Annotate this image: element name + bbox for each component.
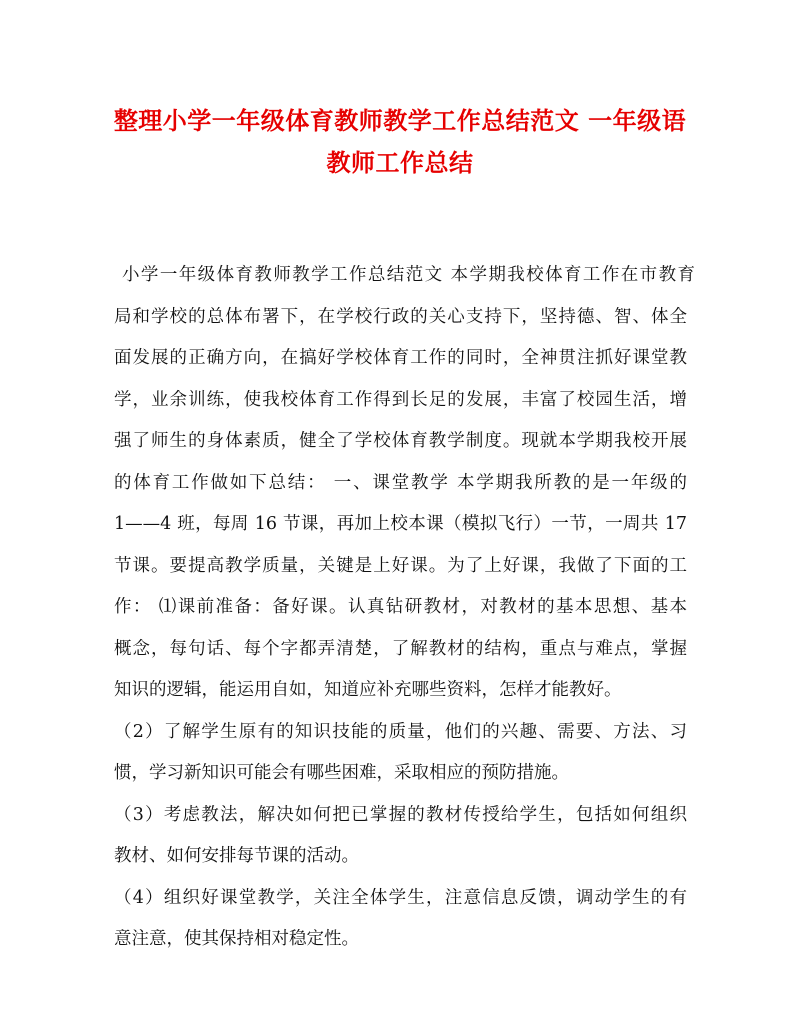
body-line: 学，业余训练，使我校体育工作得到长足的发展，丰富了校园生活，增 (114, 389, 687, 410)
body-line: （3）考虑教法，解决如何把已掌握的教材传授给学生，包括如何组织 (114, 804, 687, 825)
body-line: 知识的逻辑，能运用自如，知道应补充哪些资料，怎样才能教好。 (114, 680, 622, 700)
body-line: （4）组织好课堂教学，关注全体学生，注意信息反馈，调动学生的有 (114, 887, 687, 908)
body-line: 1——4 班，每周 16 节课，再加上校本课（模拟飞行）一节，一周共 17 (114, 514, 687, 534)
body-line: 局和学校的总体布署下，在学校行政的关心支持下，坚持德、智、体全 (114, 306, 687, 327)
body-line: （2）了解学生原有的知识技能的质量，他们的兴趣、需要、方法、习 (114, 721, 687, 742)
document-body (114, 255, 694, 961)
body-line: 概念，每句话、每个字都弄清楚，了解教材的结构，重点与难点，掌握 (114, 638, 687, 659)
body-line: 节课。要提高教学质量，关键是上好课。为了上好课，我做了下面的工 (114, 555, 687, 576)
body-line: 的体育工作做如下总结： 一、课堂教学 本学期我所教的是一年级的 (114, 472, 687, 493)
body-line: 面发展的正确方向，在搞好学校体育工作的同时，全神贯注抓好课堂教 (114, 348, 687, 368)
body-line: 小学一年级体育教师教学工作总结范文 本学期我校体育工作在市教育 (122, 265, 695, 285)
body-line: 教材、如何安排每节课的活动。 (114, 846, 359, 866)
document-title (100, 100, 700, 184)
body-line: 作： ⑴课前准备：备好课。认真钻研教材，对教材的基本思想、基本 (114, 597, 687, 617)
title-line-1: 整理小学一年级体育教师教学工作总结范文 一年级语 (113, 106, 687, 135)
body-line: 强了师生的身体素质，健全了学校体育教学制度。现就本学期我校开展 (114, 431, 687, 451)
title-line-2: 教师工作总结 (326, 148, 474, 177)
body-line: 惯，学习新知识可能会有哪些困难，采取相应的预防措施。 (114, 763, 569, 783)
body-line: 意注意，使其保持相对稳定性。 (114, 929, 359, 949)
